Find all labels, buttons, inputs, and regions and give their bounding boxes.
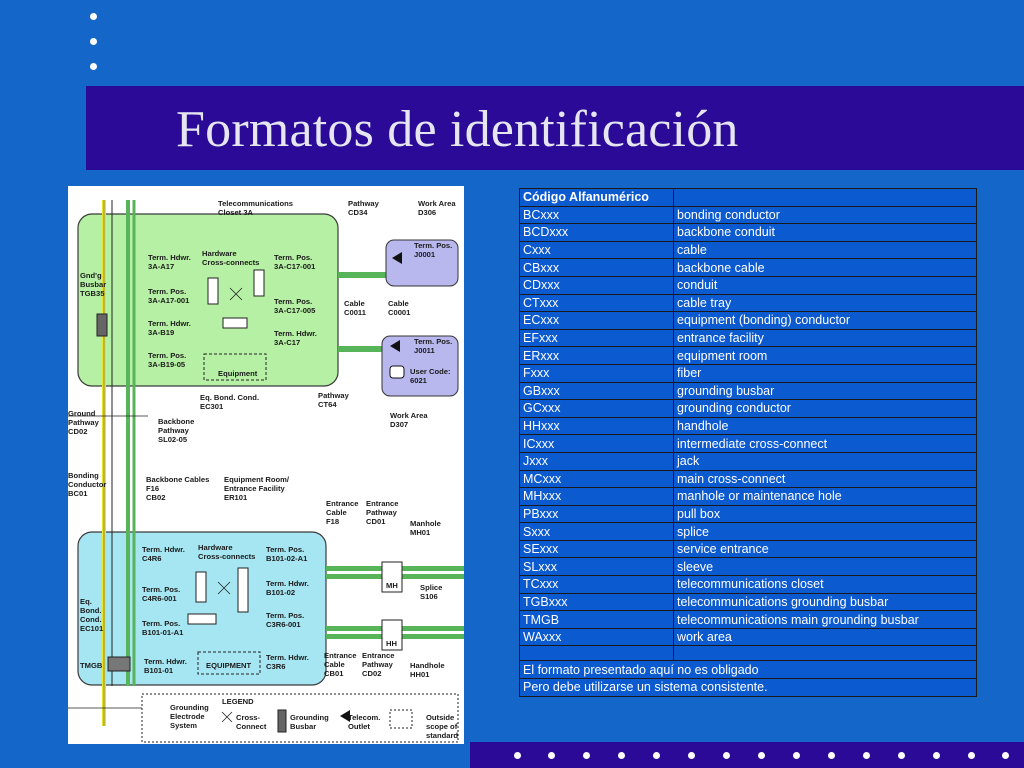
diagram-label-line: C3R6-001: [266, 620, 301, 629]
diagram-label-line: F16: [146, 484, 160, 493]
diagram-label-line: CD02: [68, 427, 88, 436]
diagram-label-workarea1: [418, 199, 456, 217]
term-hardware-block: [188, 614, 216, 624]
diagram-label-line: Cable: [344, 299, 365, 308]
code-cell: CDxxx: [520, 276, 674, 294]
diagram-label-line: Gnd'g: [80, 271, 102, 280]
bullet-dot: [653, 752, 660, 759]
code-table: [519, 188, 977, 697]
diagram-label-line: B101-02-A1: [266, 554, 308, 563]
description-cell: telecommunications main grounding busbar: [674, 611, 977, 629]
diagram-label-line: CB02: [146, 493, 166, 502]
diagram-label-line: 3A-C17: [274, 338, 301, 347]
diagram-label-line: Pathway: [158, 426, 189, 435]
term-hardware-block: [196, 572, 206, 602]
table-row: [520, 329, 977, 347]
code-cell: Jxxx: [520, 452, 674, 470]
bullet-dot: [90, 63, 97, 70]
description-cell: jack: [674, 452, 977, 470]
diagram-label-line: Hardware: [202, 249, 237, 258]
cabling-diagram: [68, 186, 464, 744]
code-cell: PBxxx: [520, 505, 674, 523]
table-row: [520, 294, 977, 312]
table-row: [520, 241, 977, 259]
code-cell: Sxxx: [520, 523, 674, 541]
table-row: [520, 206, 977, 224]
diagram-label-tp4: [148, 351, 186, 369]
description-cell: service entrance: [674, 540, 977, 558]
code-table-body: [520, 189, 977, 697]
diagram-label-line: C0011: [344, 308, 366, 317]
diagram-label-line: LEGEND: [222, 697, 254, 706]
diagram-label-line: Equipment Room/: [224, 475, 289, 484]
diagram-label-line: CT64: [318, 400, 337, 409]
description-cell: bonding conductor: [674, 206, 977, 224]
slide-title: Formatos de identificación: [176, 101, 739, 158]
diagram-label-line: Cross-connects: [202, 258, 260, 267]
diagram-label-line: Pathway: [366, 508, 397, 517]
diagram-label-line: Term. Hdwr.: [142, 545, 185, 554]
table-row: [520, 611, 977, 629]
diagram-label-line: 3A-B19: [148, 328, 175, 337]
code-cell: GCxxx: [520, 400, 674, 418]
diagram-label-line: Work Area: [390, 411, 428, 420]
diagram-label-line: scope of: [426, 722, 458, 731]
diagram-label-bbpath: [158, 417, 194, 444]
table-row: [520, 400, 977, 418]
diagram-label-eroom: [224, 475, 290, 502]
diagram-label-line: Connect: [236, 722, 267, 731]
bullet-dot: [90, 13, 97, 20]
diagram-label-line: User Code:: [410, 367, 451, 376]
diagram-label-bbcables: [146, 475, 209, 502]
table-row: [520, 523, 977, 541]
blank-cell: [674, 646, 977, 661]
diagram-label-tp1: [274, 253, 316, 271]
diagram-label-line: B101-01: [144, 666, 174, 675]
table-row: [520, 435, 977, 453]
code-cell: Fxxx: [520, 364, 674, 382]
diagram-label-line: Cable: [324, 660, 345, 669]
code-cell: HHxxx: [520, 417, 674, 435]
description-cell: cable: [674, 241, 977, 259]
diagram-label-line: Grounding: [170, 703, 209, 712]
bullet-dot: [863, 752, 870, 759]
diagram-label-manhole: [410, 519, 441, 537]
diagram-label-line: Term. Pos.: [148, 287, 187, 296]
diagram-label-line: Term. Hdwr.: [266, 579, 309, 588]
bullet-dot: [548, 752, 555, 759]
table-row: [520, 505, 977, 523]
diagram-label-entcable2: [324, 651, 357, 678]
diagram-label-line: Conductor: [68, 480, 107, 489]
diagram-label-hh: [386, 639, 397, 648]
code-cell: BCDxxx: [520, 224, 674, 242]
diagram-label-line: MH01: [410, 528, 431, 537]
diagram-label-line: Ground: [68, 409, 96, 418]
tmgb-busbar: [108, 657, 130, 671]
diagram-label-line: Eq.: [80, 597, 92, 606]
diagram-label-legend-os: [426, 713, 458, 740]
diagram-label-line: Telecommunications: [218, 199, 293, 208]
diagram-label-line: ER101: [224, 493, 248, 502]
diagram-label-tp6: [142, 585, 180, 603]
code-cell: SExxx: [520, 540, 674, 558]
note-cell: El formato presentado aquí no es obligado: [520, 661, 977, 679]
table-row: [520, 347, 977, 365]
diagram-label-mh: [386, 581, 398, 590]
horizontal-cable: [338, 346, 386, 352]
code-cell: TGBxxx: [520, 593, 674, 611]
description-cell: work area: [674, 628, 977, 646]
diagram-label-line: Term. Hdwr.: [148, 253, 191, 262]
table-row: [520, 312, 977, 330]
diagram-label-line: B101-02: [266, 588, 296, 597]
diagram-label-line: Cable: [326, 508, 347, 517]
description-cell: fiber: [674, 364, 977, 382]
diagram-label-equip1: [218, 369, 258, 378]
diagram-label-line: Bonding: [68, 471, 99, 480]
diagram-label-line: 3A-A17: [148, 262, 175, 271]
code-cell: ERxxx: [520, 347, 674, 365]
diagram-label-line: Outside: [426, 713, 455, 722]
diagram-label-cable1: [344, 299, 367, 317]
bullet-dot: [758, 752, 765, 759]
diagram-label-line: Pathway: [318, 391, 349, 400]
diagram-label-legend-title: [222, 697, 254, 706]
term-hardware-block: [208, 278, 218, 304]
term-hardware-block: [254, 270, 264, 296]
table-header-row: [520, 189, 977, 207]
diagram-label-line: Term. Pos.: [274, 297, 313, 306]
diagram-label-groundpath: [68, 409, 100, 436]
bullet-dot: [898, 752, 905, 759]
code-cell: MCxxx: [520, 470, 674, 488]
diagram-label-line: Term. Pos.: [274, 253, 313, 262]
diagram-label-line: Entrance Facility: [224, 484, 285, 493]
description-cell: backbone conduit: [674, 224, 977, 242]
code-cell: TMGB: [520, 611, 674, 629]
table-row: [520, 593, 977, 611]
description-cell: pull box: [674, 505, 977, 523]
diagram-label-line: 3A-C17-005: [274, 306, 316, 315]
description-cell: telecommunications grounding busbar: [674, 593, 977, 611]
code-cell: TCxxx: [520, 576, 674, 594]
cabling-diagram-svg: [68, 186, 464, 744]
bullet-dot: [723, 752, 730, 759]
diagram-label-line: Term. Pos.: [142, 585, 181, 594]
horizontal-cable: [338, 272, 386, 278]
diagram-label-workarea2: [390, 411, 428, 429]
diagram-label-line: Manhole: [410, 519, 441, 528]
diagram-label-tmgb: [80, 661, 103, 670]
table-row: [520, 259, 977, 277]
diagram-label-line: TMGB: [80, 661, 103, 670]
diagram-label-line: Cable: [388, 299, 409, 308]
diagram-label-line: J0001: [414, 250, 436, 259]
diagram-label-line: 3A-C17-001: [274, 262, 316, 271]
diagram-label-entpath1: [366, 499, 399, 526]
diagram-label-eqbond1: [200, 393, 259, 411]
diagram-label-tp3: [274, 297, 316, 315]
description-cell: cable tray: [674, 294, 977, 312]
table-row: [520, 276, 977, 294]
diagram-label-entcable: [326, 499, 359, 526]
diagram-label-line: Term. Hdwr.: [148, 319, 191, 328]
diagram-label-line: Entrance: [362, 651, 395, 660]
diagram-label-entpath2: [362, 651, 395, 678]
description-cell: manhole or maintenance hole: [674, 488, 977, 506]
code-cell: CTxxx: [520, 294, 674, 312]
diagram-label-line: D307: [390, 420, 409, 429]
diagram-label-pathway2: [318, 391, 350, 409]
diagram-label-line: CD34: [348, 208, 368, 217]
bullet-dot: [968, 752, 975, 759]
diagram-label-line: Electrode: [170, 712, 205, 721]
diagram-label-equip2: [206, 661, 252, 670]
table-row: [520, 382, 977, 400]
diagram-label-tp2: [148, 287, 190, 305]
diagram-label-line: Grounding: [290, 713, 329, 722]
diagram-label-line: D306: [418, 208, 437, 217]
table-row: [520, 628, 977, 646]
diagram-label-line: Pathway: [348, 199, 379, 208]
diagram-label-line: Outlet: [348, 722, 370, 731]
table-row: [520, 576, 977, 594]
diagram-label-line: Eq. Bond. Cond.: [200, 393, 260, 402]
diagram-label-line: Hardware: [198, 543, 233, 552]
diagram-label-line: Busbar: [80, 280, 107, 289]
bullet-dot: [688, 752, 695, 759]
diagram-label-line: Cond.: [80, 615, 102, 624]
telephone-icon: [390, 366, 404, 378]
diagram-label-line: EC301: [200, 402, 224, 411]
table-row: [520, 470, 977, 488]
diagram-label-line: CD02: [362, 669, 382, 678]
term-hardware-block: [223, 318, 247, 328]
diagram-label-line: B101-01-A1: [142, 628, 184, 637]
description-cell: conduit: [674, 276, 977, 294]
description-cell: grounding busbar: [674, 382, 977, 400]
diagram-label-line: Cross-connects: [198, 552, 256, 561]
diagram-label-line: Term. Pos.: [414, 241, 453, 250]
code-cell: ICxxx: [520, 435, 674, 453]
description-cell: telecommunications closet: [674, 576, 977, 594]
blank-cell: [520, 646, 674, 661]
diagram-label-line: standard: [426, 731, 459, 740]
diagram-label-line: S106: [420, 592, 438, 601]
diagram-label-line: Backbone Cables: [146, 475, 210, 484]
diagram-label-line: 3A-B19-05: [148, 360, 186, 369]
diagram-label-tp8: [266, 611, 304, 629]
diagram-label-line: EC101: [80, 624, 104, 633]
diagram-label-line: C4R6-001: [142, 594, 177, 603]
description-cell: sleeve: [674, 558, 977, 576]
diagram-label-tp5: [266, 545, 308, 563]
code-cell: GBxxx: [520, 382, 674, 400]
diagram-label-line: Cross-: [236, 713, 261, 722]
bullet-dot: [828, 752, 835, 759]
table-row: [520, 417, 977, 435]
bullet-dot: [793, 752, 800, 759]
diagram-label-line: Entrance: [324, 651, 357, 660]
description-cell: backbone cable: [674, 259, 977, 277]
description-cell: intermediate cross-connect: [674, 435, 977, 453]
table-row: [520, 540, 977, 558]
diagram-label-line: C3R6: [266, 662, 286, 671]
description-cell: equipment (bonding) conductor: [674, 312, 977, 330]
diagram-label-line: Telecom.: [348, 713, 381, 722]
diagram-label-line: CD01: [366, 517, 386, 526]
diagram-label-line: Pathway: [362, 660, 393, 669]
code-cell: MHxxx: [520, 488, 674, 506]
diagram-label-line: C0001: [388, 308, 411, 317]
grounding-busbar-upper: [97, 314, 107, 336]
diagram-label-line: Term. Hdwr.: [144, 657, 187, 666]
diagram-label-line: 6021: [410, 376, 427, 385]
code-cell: WAxxx: [520, 628, 674, 646]
table-row: [520, 452, 977, 470]
diagram-label-line: J0011: [414, 346, 435, 355]
bullet-dot: [90, 38, 97, 45]
table-row: [520, 488, 977, 506]
bullet-dot: [583, 752, 590, 759]
note-cell: Pero debe utilizarse un sistema consistente.: [520, 679, 977, 697]
table-row: [520, 224, 977, 242]
diagram-label-line: Bond.: [80, 606, 102, 615]
diagram-label-line: Equipment: [218, 369, 258, 378]
code-cell: SLxxx: [520, 558, 674, 576]
note-row: [520, 679, 977, 697]
diagram-label-line: MH: [386, 581, 398, 590]
diagram-label-line: EQUIPMENT: [206, 661, 252, 670]
diagram-label-line: Term. Pos.: [148, 351, 187, 360]
diagram-label-line: Work Area: [418, 199, 456, 208]
description-cell: equipment room: [674, 347, 977, 365]
diagram-label-line: Term. Pos.: [414, 337, 453, 346]
code-cell: Cxxx: [520, 241, 674, 259]
diagram-label-line: Handhole: [410, 661, 445, 670]
diagram-label-line: Term. Pos.: [266, 545, 305, 554]
diagram-label-cable2: [388, 299, 411, 317]
table-header-cell: Código Alfanumérico: [520, 189, 674, 207]
diagram-label-line: Term. Pos.: [266, 611, 305, 620]
diagram-label-line: SL02-05: [158, 435, 188, 444]
diagram-label-line: 3A-A17-001: [148, 296, 190, 305]
code-cell: BCxxx: [520, 206, 674, 224]
bullet-dot: [1002, 752, 1009, 759]
diagram-label-pathway1: [348, 199, 380, 217]
diagram-label-line: Busbar: [290, 722, 317, 731]
diagram-label-handhole: [410, 661, 445, 679]
diagram-label-line: BC01: [68, 489, 88, 498]
diagram-label-tp7: [142, 619, 184, 637]
diagram-label-line: TGB35: [80, 289, 105, 298]
diagram-label-line: HH01: [410, 670, 430, 679]
term-hardware-block: [238, 568, 248, 612]
description-cell: splice: [674, 523, 977, 541]
diagram-label-line: Term. Hdwr.: [274, 329, 317, 338]
diagram-label-line: Splice: [420, 583, 443, 592]
diagram-label-line: System: [170, 721, 198, 730]
table-row: [520, 558, 977, 576]
description-cell: handhole: [674, 417, 977, 435]
description-cell: grounding conductor: [674, 400, 977, 418]
blank-row: [520, 646, 977, 661]
table-header-empty: [674, 189, 977, 207]
diagram-label-line: Entrance: [326, 499, 359, 508]
diagram-label-line: Pathway: [68, 418, 99, 427]
diagram-label-line: Backbone: [158, 417, 195, 426]
diagram-label-bondcond: [68, 471, 106, 498]
diagram-label-line: F18: [326, 517, 340, 526]
legend-busbar-icon: [278, 710, 286, 732]
description-cell: entrance facility: [674, 329, 977, 347]
bullet-dot: [514, 752, 521, 759]
code-cell: EFxxx: [520, 329, 674, 347]
code-cell: CBxxx: [520, 259, 674, 277]
diagram-label-line: HH: [386, 639, 397, 648]
note-row: [520, 661, 977, 679]
diagram-label-line: Term. Pos.: [142, 619, 181, 628]
diagram-label-line: Closet 3A: [218, 208, 254, 217]
description-cell: main cross-connect: [674, 470, 977, 488]
diagram-label-line: Term. Hdwr.: [266, 653, 309, 662]
diagram-label-line: CB01: [324, 669, 344, 678]
code-cell: ECxxx: [520, 312, 674, 330]
bullet-dot: [933, 752, 940, 759]
diagram-label-splice: [420, 583, 442, 601]
diagram-label-line: Entrance: [366, 499, 399, 508]
bullet-dot: [618, 752, 625, 759]
diagram-label-line: C4R6: [142, 554, 162, 563]
table-row: [520, 364, 977, 382]
